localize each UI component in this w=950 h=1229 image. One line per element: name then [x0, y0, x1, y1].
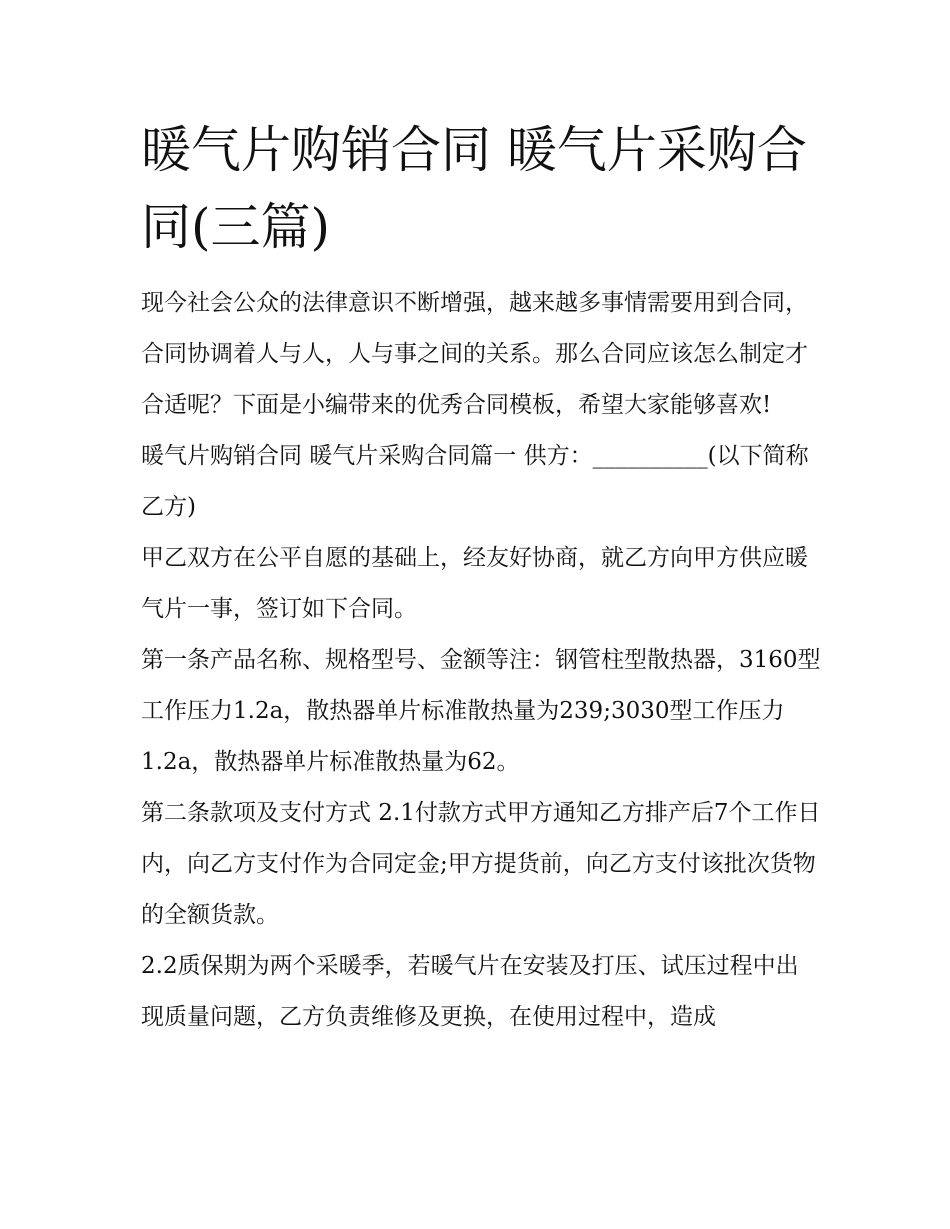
paragraph-intro: 现今社会公众的法律意识不断增强，越来越多事情需要用到合同，合同协调着人与人，人与事之间的关系。那么合同应该怎么制定才合适呢？下面是小编带来的优秀合同模板，希望大家能够喜欢! — [141, 290, 808, 418]
paragraph-article-2-2: 2.2质保期为两个采暖季，若暖气片在安装及打压、试压过程中出现质量问题，乙方负责维修及更换，在使用过程中，造成 — [141, 953, 799, 1030]
paragraph-contract-heading: 暖气片购销合同 暖气片采购合同篇一 供方：__________(以下简称乙方) — [141, 443, 809, 520]
paragraph-article-1: 第一条产品名称、规格型号、金额等注：钢管柱型散热器，3160型工作压力1.2a，散热器单片标准散热量为239;3030型工作压力1.2a，散热器单片标准散热量为62。 — [141, 647, 821, 775]
paragraph-agreement: 甲乙双方在公平自愿的基础上，经友好协商，就乙方向甲方供应暖气片一事，签订如下合同。 — [141, 545, 808, 622]
paragraph-article-2: 第二条款项及支付方式 2.1付款方式甲方通知乙方排产后7个工作日内，向乙方支付作为合同定金;甲方提货前，向乙方支付该批次货物的全额货款。 — [141, 800, 821, 928]
document-title: 暖气片购销合同 暖气片采购合同(三篇) — [141, 121, 807, 256]
document-body — [141, 278, 821, 1043]
